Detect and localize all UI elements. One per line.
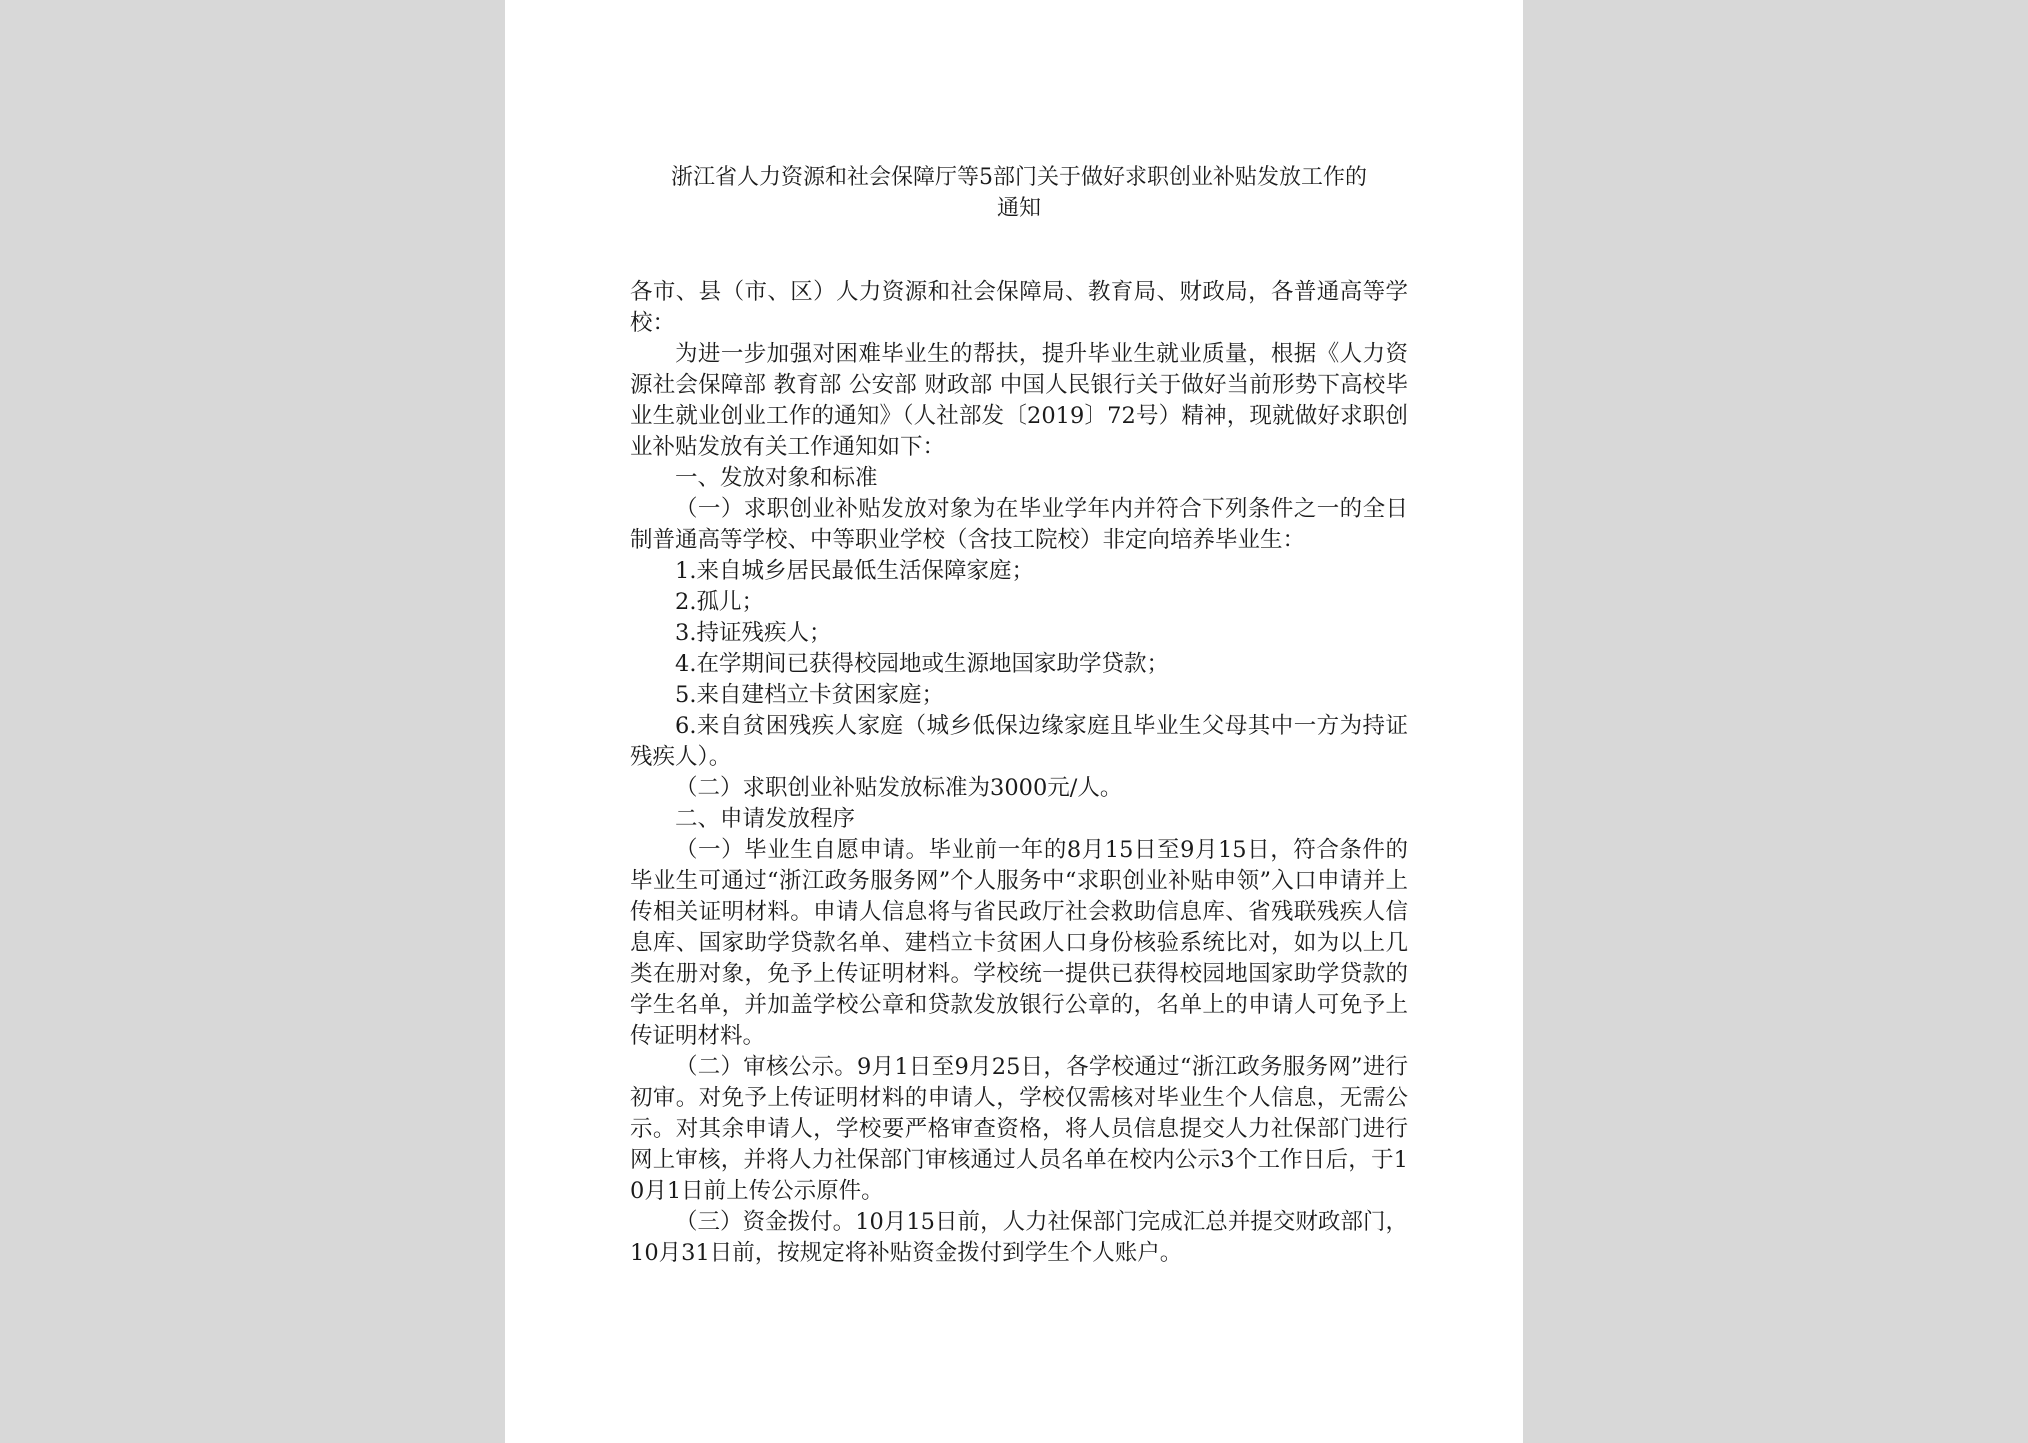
list-item: 3.持证残疾人； xyxy=(675,620,832,646)
document-title xyxy=(630,162,1408,224)
paragraph-application: （一）毕业生自愿申请。毕业前一年的8月15日至9月15日，符合条件的毕业生可通过“浙江政务服务网”个人服务中“求职创业补贴申领”入口申请并上传相关证明材料。申请人信息将与省民政厅社会救助信息库、省残联残疾人信息库、国家助学贷款名单、建档立卡贫困人口身份核验系统比对，如为以上几类在册对象，免予上传证明材料。学校统一提供已获得校园地国家助学贷款的学生名单，并加盖学校公章和贷款发放银行公章的，名单上的申请人可免予上传证明材料。 xyxy=(630,837,1408,1049)
section-heading-1: 一、发放对象和标准 xyxy=(675,465,878,491)
list-item: 6.来自贫困残疾人家庭（城乡低保边缘家庭且毕业生父母其中一方为持证残疾人）。 xyxy=(630,713,1408,770)
list-item: 4.在学期间已获得校园地或生源地国家助学贷款； xyxy=(675,651,1169,677)
list-item: 2.孤儿； xyxy=(675,589,764,615)
document-content xyxy=(630,162,1408,1269)
paragraph-eligibility: （一）求职创业补贴发放对象为在毕业学年内并符合下列条件之一的全日制普通高等学校、中等职业学校（含技工院校）非定向培养毕业生： xyxy=(630,496,1408,553)
salutation: 各市、县（市、区）人力资源和社会保障局、教育局、财政局，各普通高等学校： xyxy=(630,279,1408,336)
document-page xyxy=(505,0,1523,1443)
paragraph-standard: （二）求职创业补贴发放标准为3000元/人。 xyxy=(675,775,1123,801)
list-item: 5.来自建档立卡贫困家庭； xyxy=(675,682,944,708)
title-line-1: 浙江省人力资源和社会保障厅等5部门关于做好求职创业补贴发放工作的 xyxy=(671,165,1367,190)
paragraph-funding: （三）资金拨付。10月15日前，人力社保部门完成汇总并提交财政部门，10月31日前，按规定将补贴资金拨付到学生个人账户。 xyxy=(630,1209,1408,1266)
paragraph-review: （二）审核公示。9月1日至9月25日，各学校通过“浙江政务服务网”进行初审。对免予上传证明材料的申请人，学校仅需核对毕业生个人信息，无需公示。对其余申请人，学校要严格审查资格，将人员信息提交人力社保部门进行网上审核，并将人力社保部门审核通过人员名单在校内公示3个工作日后，于10月1日前上传公示原件。 xyxy=(630,1054,1408,1204)
section-heading-2: 二、申请发放程序 xyxy=(675,806,856,832)
title-line-2: 通知 xyxy=(996,196,1041,221)
list-item: 1.来自城乡居民最低生活保障家庭； xyxy=(675,558,1034,584)
paragraph-intro: 为进一步加强对困难毕业生的帮扶，提升毕业生就业质量，根据《人力资源社会保障部 教育部 公安部 财政部 中国人民银行关于做好当前形势下高校毕业生就业创业工作的通知》（人社部发〔2019〕72号）精神，现就做好求职创业补贴发放有关工作通知如下： xyxy=(630,341,1408,460)
